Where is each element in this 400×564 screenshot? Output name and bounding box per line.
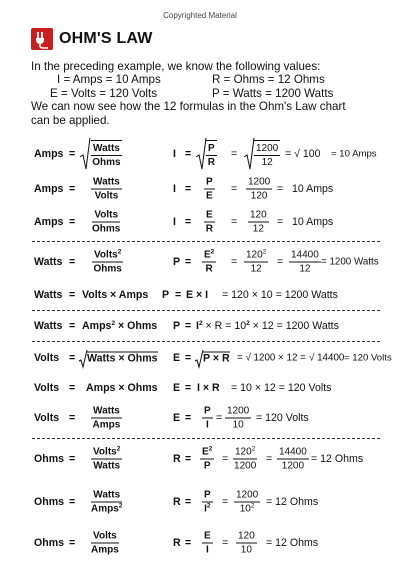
numerator: Watts — [93, 176, 120, 188]
equals-sign: = — [185, 216, 192, 228]
denominator: 10 — [232, 419, 244, 431]
result: = 12 Ohms — [266, 496, 319, 508]
numerator: 14400 — [279, 446, 307, 458]
equals-sign: = — [69, 412, 76, 424]
numerator-text: 120 — [246, 249, 263, 261]
expression — [82, 320, 157, 332]
equals-sign: = — [69, 320, 76, 332]
equals-sign: = — [185, 537, 192, 549]
formula-label: Volts — [34, 412, 60, 424]
intermediate-value: = √ 1200 × 12 = — [237, 352, 306, 364]
numerator-text: Volts — [93, 446, 117, 458]
divider — [32, 241, 380, 242]
exponent: 2 — [117, 248, 122, 256]
numerator — [233, 447, 257, 460]
result: = 10 × 12 = 120 Volts — [231, 382, 332, 394]
formula-label: Watts — [34, 256, 63, 268]
symbol: E — [173, 352, 181, 364]
denominator: 120 — [250, 190, 268, 202]
numerator: P — [206, 176, 213, 188]
expression: E × I — [186, 289, 209, 301]
equals-sign: = — [69, 496, 76, 508]
copyright-notice: Copyrighted Material — [163, 11, 237, 20]
denominator: Ohms — [92, 223, 121, 235]
denominator: R — [205, 223, 213, 235]
symbol: R — [173, 496, 181, 508]
equals-sign: = — [185, 453, 192, 465]
fraction — [91, 177, 122, 202]
exponent: 2 — [198, 320, 203, 327]
equals-sign: = — [69, 453, 76, 465]
denominator: 12 — [252, 223, 264, 235]
denominator-text: I — [204, 503, 207, 515]
numerator: Watts — [93, 405, 120, 417]
equals-sign: = — [185, 412, 192, 424]
equals-sign: = — [185, 148, 192, 160]
fraction — [91, 490, 122, 515]
symbol: E — [173, 412, 181, 424]
equals-sign: = — [185, 382, 192, 394]
symbol: R — [173, 537, 181, 549]
equals-sign: = — [185, 183, 192, 195]
denominator: I — [205, 544, 209, 556]
formula-row — [0, 312, 400, 340]
denominator: 10 — [240, 544, 252, 556]
formula-row — [0, 172, 400, 206]
numerator — [244, 250, 268, 263]
fraction — [234, 490, 260, 515]
fraction — [200, 447, 214, 472]
divider — [32, 310, 380, 311]
symbol: P — [162, 289, 170, 301]
formula-row — [0, 400, 400, 436]
intro-line: can be applied. — [31, 113, 110, 127]
fraction — [244, 250, 268, 275]
numerator: P — [208, 143, 215, 154]
exponent: 2 — [116, 445, 121, 453]
equals-sign: = — [266, 453, 273, 465]
symbol: P — [173, 256, 181, 268]
result: = 120 Volts — [256, 412, 309, 424]
equals-sign: = — [277, 216, 284, 228]
equals-sign: = — [185, 320, 192, 332]
expression: P × R — [203, 352, 230, 365]
formula-row — [0, 374, 400, 402]
denominator: R — [207, 157, 215, 168]
equals-sign: = — [69, 183, 76, 195]
section-header — [31, 27, 153, 51]
fraction — [202, 250, 216, 275]
formula-label: Ohms — [34, 496, 65, 508]
symbol: I — [173, 216, 176, 228]
denominator: E — [206, 190, 213, 202]
value-voltage: E = Volts = 120 Volts — [50, 86, 157, 100]
fraction — [206, 140, 217, 168]
value-current: I = Amps = 10 Amps — [57, 73, 161, 87]
fraction — [246, 177, 272, 202]
formula-label: Volts — [34, 382, 60, 394]
formula-row — [0, 440, 400, 478]
numerator — [92, 250, 123, 263]
fraction — [91, 140, 122, 168]
value-power: P = Watts = 1200 Watts — [212, 86, 334, 100]
exponent: 2 — [210, 248, 215, 256]
fraction — [202, 490, 213, 515]
numerator: E — [206, 209, 213, 221]
fraction — [254, 140, 280, 168]
result: = 12 Ohms — [311, 453, 364, 465]
exponent: 2 — [111, 320, 116, 327]
denominator — [202, 503, 213, 515]
numerator-text: 120 — [235, 446, 252, 458]
symbol: R — [173, 453, 181, 465]
formula-label: Volts — [34, 352, 60, 364]
fraction — [289, 250, 321, 275]
equals-sign: = — [69, 289, 76, 301]
expression — [196, 320, 339, 332]
denominator: Amps — [92, 419, 121, 431]
numerator — [91, 447, 122, 460]
numerator: Volts — [91, 531, 119, 544]
fraction — [236, 531, 257, 556]
equals-sign: = — [222, 537, 229, 549]
equals-sign: = — [185, 496, 192, 508]
numerator-text: E — [204, 249, 211, 261]
symbol: E — [173, 382, 181, 394]
formula-label: Ohms — [34, 453, 65, 465]
equals-sign: = — [216, 412, 223, 424]
formula-row — [0, 525, 400, 561]
equals-sign: = — [185, 352, 192, 364]
expression: Volts × Amps — [82, 289, 149, 301]
formula-label: Ohms — [34, 537, 65, 549]
equals-sign: = — [277, 183, 284, 195]
intro-line: We can now see how the 12 formulas in the Ohm's Law chart — [31, 100, 346, 114]
denominator: Ohms — [92, 157, 121, 168]
formula-row — [0, 244, 400, 280]
fraction — [91, 406, 122, 431]
numerator: 1200 — [227, 405, 250, 417]
result: = 10 Amps — [331, 148, 377, 160]
plug-logo-icon — [31, 28, 53, 50]
values-row — [31, 73, 376, 86]
equals-sign: = — [222, 453, 229, 465]
fraction — [204, 177, 215, 202]
formula-label: Watts — [34, 320, 63, 332]
equals-sign: = — [69, 382, 76, 394]
expression: I × R — [197, 382, 220, 394]
value-resistance: R = Ohms = 12 Ohms — [212, 73, 325, 87]
numerator: 120 — [250, 209, 267, 221]
denominator-text: Amps — [91, 503, 119, 515]
result: = 120 Volts — [344, 352, 392, 364]
equals-sign: = — [69, 148, 76, 160]
values-row — [31, 87, 376, 100]
intermediate-value: √ 14400 — [309, 352, 345, 364]
numerator: Watts — [93, 143, 120, 154]
numerator: Volts — [92, 210, 120, 223]
formula-label: Amps — [34, 183, 64, 195]
numerator: E — [204, 530, 211, 542]
fraction — [92, 250, 123, 275]
numerator: P — [204, 405, 211, 417]
exponent: 2 — [250, 502, 255, 510]
formula-label: Watts — [34, 289, 63, 301]
fraction — [225, 406, 251, 431]
radical-icon — [79, 137, 91, 171]
formula-row — [0, 484, 400, 520]
divider — [32, 438, 380, 439]
denominator: 12 — [261, 157, 273, 168]
exponent: 2 — [251, 445, 256, 453]
numerator: P — [204, 489, 211, 501]
denominator: 12 — [299, 263, 311, 275]
denominator — [91, 503, 122, 515]
numerator: 14400 — [291, 249, 319, 261]
equals-sign: = — [69, 537, 76, 549]
result: = 1200 Watts — [321, 256, 379, 268]
equals-sign: = — [185, 256, 192, 268]
result: 10 Amps — [292, 216, 334, 228]
expression-text: I — [196, 320, 199, 332]
equals-sign: = — [175, 289, 182, 301]
formula-row — [0, 281, 400, 309]
denominator: 1200 — [281, 460, 305, 472]
fraction — [248, 210, 269, 235]
exponent: 2 — [206, 502, 211, 510]
denominator-text: 10 — [239, 503, 251, 515]
denominator: R — [205, 263, 213, 275]
equals-sign: = — [277, 256, 284, 268]
denominator: Volts — [94, 190, 119, 202]
symbol: I — [173, 148, 176, 160]
numerator — [200, 447, 214, 460]
denominator: P — [203, 460, 211, 472]
equals-sign: = — [222, 496, 229, 508]
formula-row — [0, 342, 400, 374]
expression: Watts × Ohms — [87, 352, 158, 365]
intro-line: In the preceding example, we know the following values: — [31, 60, 321, 73]
exponent: 2 — [118, 502, 123, 510]
result: × 12 = 1200 Watts — [252, 320, 339, 332]
exponent: 2 — [246, 320, 250, 327]
denominator: 1200 — [234, 460, 257, 472]
result: 10 Amps — [292, 183, 334, 195]
formula-label: Amps — [34, 216, 64, 228]
formula-label: Amps — [34, 148, 64, 160]
exponent: 2 — [262, 248, 267, 256]
equals-sign: = — [231, 256, 238, 268]
fraction — [202, 531, 213, 556]
exponent: 2 — [208, 445, 213, 453]
expression-text: × Ohms — [118, 320, 158, 332]
expression: Amps × Ohms — [86, 382, 158, 394]
expression-text: × R = 10 — [205, 320, 247, 332]
denominator: Watts — [93, 460, 121, 472]
fraction — [92, 210, 120, 235]
page-title: OHM'S LAW — [59, 30, 153, 47]
denominator — [234, 503, 260, 515]
numerator: 1200 — [248, 176, 271, 188]
equals-sign: = — [231, 148, 238, 160]
equals-sign: = — [69, 352, 76, 364]
fraction — [277, 447, 309, 472]
equals-sign: = — [231, 216, 238, 228]
numerator: Watts — [91, 490, 122, 503]
denominator: Amps — [91, 544, 119, 556]
symbol: P — [173, 320, 181, 332]
fraction — [233, 447, 257, 472]
fraction — [91, 447, 122, 472]
fraction — [91, 531, 119, 556]
fraction — [202, 406, 213, 431]
numerator-text: Volts — [94, 249, 118, 261]
numerator: 1200 — [236, 489, 259, 501]
equals-sign: = — [69, 256, 76, 268]
numerator: 1200 — [256, 143, 279, 154]
numerator — [202, 250, 216, 263]
equals-sign: = — [69, 216, 76, 228]
formula-row — [0, 134, 400, 174]
fraction — [204, 210, 215, 235]
result: = 120 × 10 = 1200 Watts — [222, 289, 338, 301]
formula-row — [0, 205, 400, 239]
numerator: 120 — [238, 530, 255, 542]
denominator: 12 — [250, 263, 262, 275]
numerator-text: E — [202, 446, 209, 458]
intro-text — [31, 60, 376, 127]
denominator: Ohms — [93, 263, 122, 275]
result: = 12 Ohms — [266, 537, 319, 549]
equals-sign: = — [231, 183, 238, 195]
symbol: I — [173, 183, 176, 195]
denominator: I — [205, 419, 209, 431]
expression-text: Amps — [82, 320, 112, 332]
intermediate-value: = √ 100 — [285, 148, 321, 160]
